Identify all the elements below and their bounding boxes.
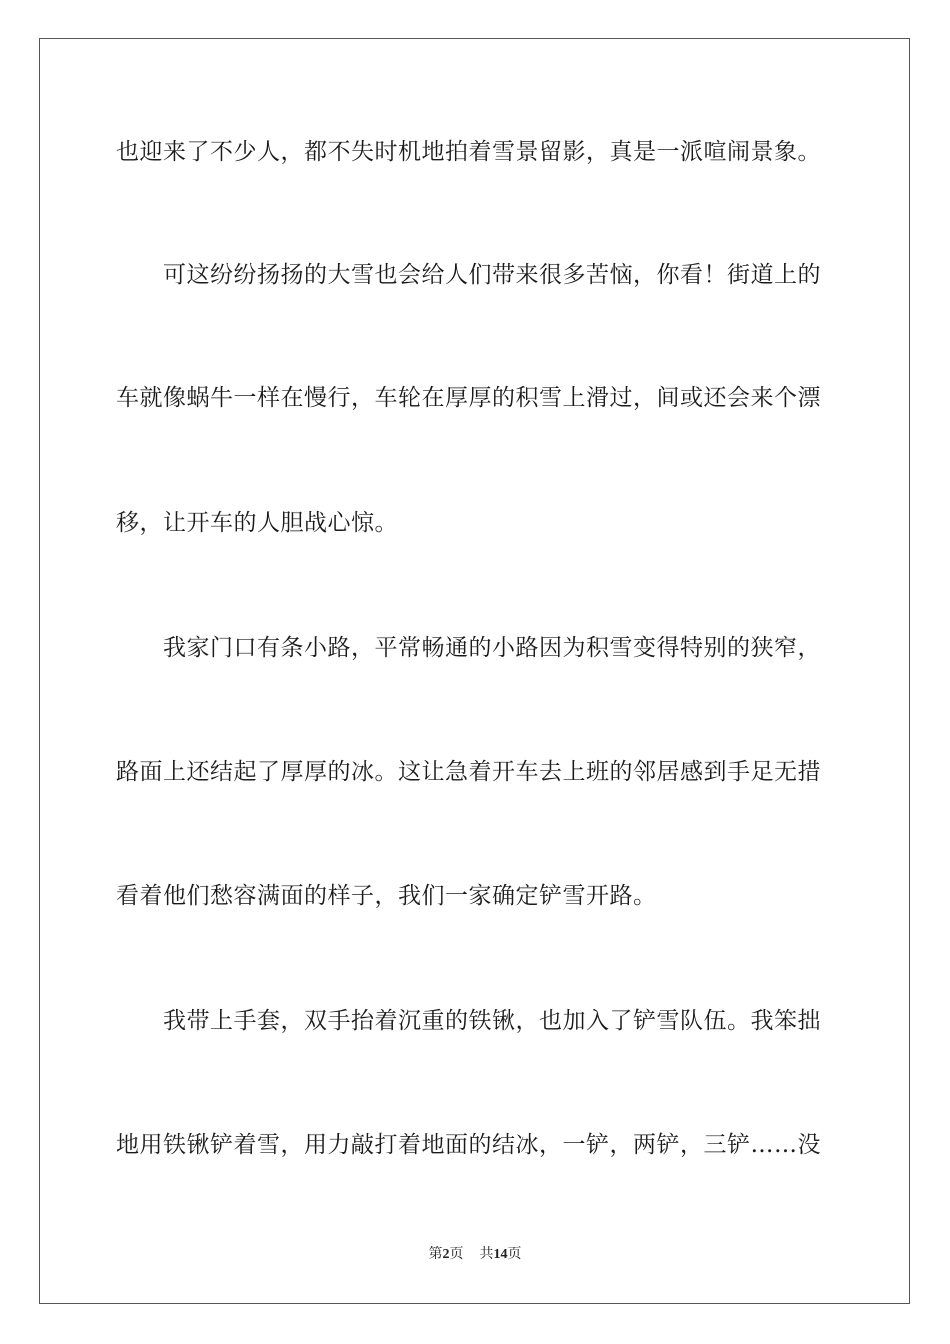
page-border xyxy=(39,38,910,1304)
paragraph-line-6: 路面上还结起了厚厚的冰。这让急着开车去上班的邻居感到手足无措 xyxy=(116,759,821,785)
paragraph-line-4: 移，让开车的人胆战心惊。 xyxy=(116,510,398,536)
footer-total-suffix: 页 xyxy=(507,1247,522,1262)
page-footer xyxy=(0,1246,950,1264)
footer-page-prefix: 第 xyxy=(428,1247,443,1262)
footer-total-prefix: 共 xyxy=(479,1247,494,1262)
paragraph-line-8: 我带上手套，双手抬着沉重的铁锹，也加入了铲雪队伍。我笨拙 xyxy=(163,1008,821,1034)
paragraph-line-3: 车就像蜗牛一样在慢行，车轮在厚厚的积雪上滑过，间或还会来个漂 xyxy=(116,385,821,411)
paragraph-line-5: 我家门口有条小路，平常畅通的小路因为积雪变得特别的狭窄， xyxy=(163,635,821,661)
paragraph-line-1: 也迎来了不少人，都不失时机地拍着雪景留影，真是一派喧闹景象。 xyxy=(116,139,821,165)
footer-page-suffix: 页 xyxy=(449,1247,464,1262)
footer-page-number: 2 xyxy=(442,1247,450,1262)
paragraph-line-9: 地用铁锹铲着雪，用力敲打着地面的结冰，一铲，两铲，三铲……没 xyxy=(116,1132,821,1158)
footer-total-number: 14 xyxy=(493,1247,508,1262)
paragraph-line-2: 可这纷纷扬扬的大雪也会给人们带来很多苦恼，你看！街道上的 xyxy=(163,262,821,288)
paragraph-line-7: 看着他们愁容满面的样子，我们一家确定铲雪开路。 xyxy=(116,883,657,909)
